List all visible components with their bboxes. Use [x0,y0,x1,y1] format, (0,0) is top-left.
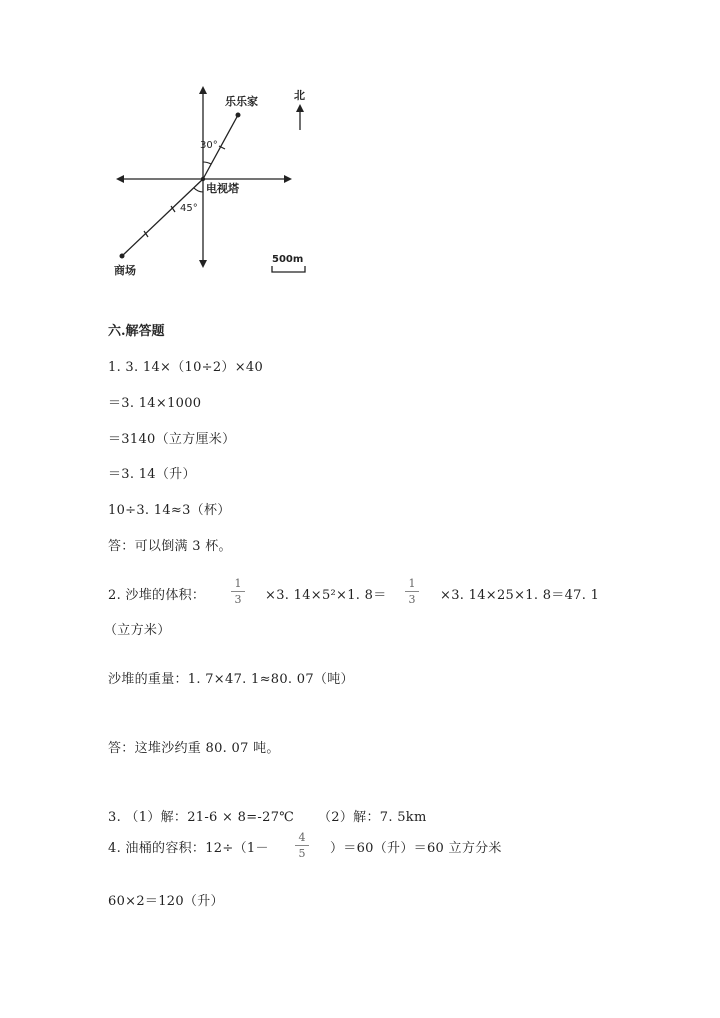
q3-part-1: 3. （1）解：21-6 × 8=-27℃ [108,810,295,825]
q2-end: ×3. 14×25×1. 8＝47. 1 [440,588,600,603]
section-title: 六.解答题 [108,324,165,339]
q2-prefix: 2. 沙堆的体积： [108,588,206,603]
q2-fraction-1-denominator: 3 [234,593,242,606]
q2-fraction-2-bar [405,591,419,592]
home-point [236,113,241,118]
tower-label: 电视塔 [206,182,239,195]
angle-bottom-label: 45° [180,203,198,214]
q4-fraction-denominator: 5 [298,847,306,860]
q2-middle: ×3. 14×5²×1. 8＝ [265,588,387,603]
angle-arc-bottom [194,188,203,192]
q1-line-4: ＝3. 14（升） [108,467,196,482]
west-arrowhead [116,175,124,183]
q4-line-2: 60×2＝120（升） [108,894,224,909]
q4-fraction [295,832,309,859]
q2-answer: 答：这堆沙约重 80. 07 吨。 [108,741,280,756]
angle-top-label: 30° [200,140,218,151]
q2-unit-line: （立方米） [104,623,171,638]
q1-line-3: ＝3140（立方厘米） [108,432,236,447]
q2-fraction-1-numerator: 1 [234,577,242,590]
north-indicator-arrow [296,104,304,112]
mall-route-line [122,179,203,256]
south-arrowhead [199,260,207,268]
scale-bar [272,266,305,272]
q2-weight: 沙堆的重量：1. 7×47. 1≈80. 07（吨） [108,672,354,687]
q2-fraction-2 [405,578,419,605]
q2-fraction-2-numerator: 1 [408,577,416,590]
q4-fraction-bar [295,845,309,846]
q2-fraction-1-bar [231,591,245,592]
mall-label: 商场 [114,264,136,277]
angle-arc-top [203,162,211,164]
tower-point [201,177,205,181]
north-label: 北 [294,89,305,102]
q2-fraction-1 [231,578,245,605]
q2-fraction-2-denominator: 3 [408,593,416,606]
scale-label: 500m [272,254,304,265]
north-arrowhead [199,86,207,94]
east-arrowhead [284,175,292,183]
q1-answer: 答：可以倒满 3 杯。 [108,539,232,554]
q1-line-5: 10÷3. 14≈3（杯） [108,503,231,518]
q3-part-2: （2）解：7. 5km [318,810,427,825]
q4-prefix: 4. 油桶的容积：12÷（1－ [108,841,269,856]
mall-point [120,254,125,259]
q4-end: ）＝60（升）＝60 立方分米 [330,841,502,856]
q4-fraction-numerator: 4 [298,831,306,844]
q1-line-1: 1. 3. 14×（10÷2）×40 [108,360,264,375]
direction-diagram [108,82,328,282]
home-label: 乐乐家 [225,95,258,108]
q1-line-2: ＝3. 14×1000 [108,396,202,411]
